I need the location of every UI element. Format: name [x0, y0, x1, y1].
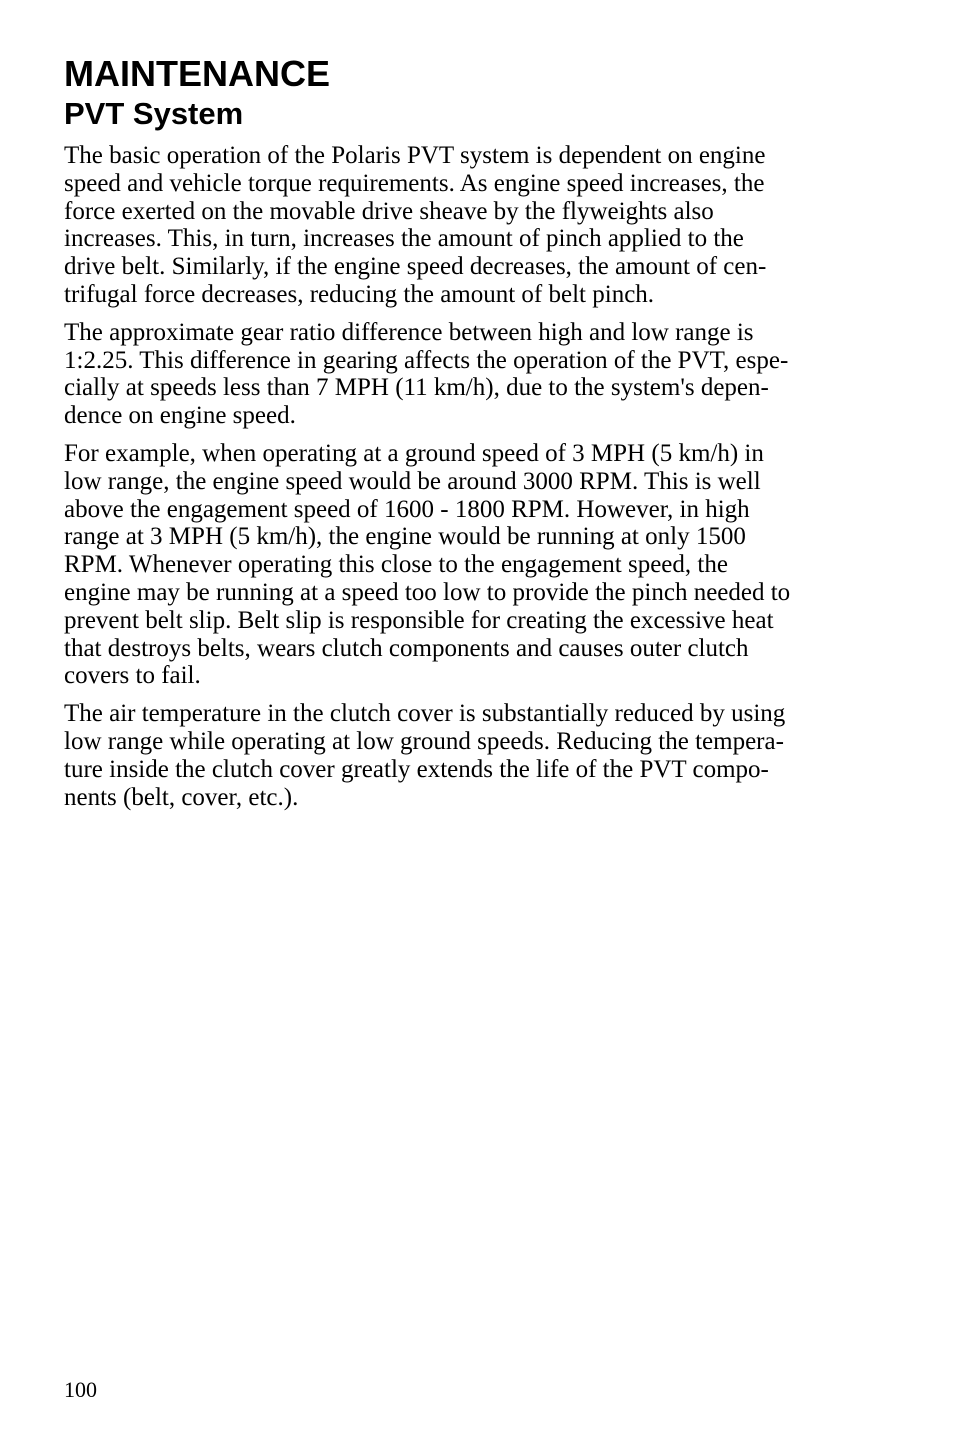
paragraph-belt-slip-example: For example, when operating at a ground speed of 3 MPH (5 km/h) in low range, the engine speed would be around 3000 RPM. This is well above the engagement speed of 1600 - 1800 RPM. However, in high range at 3 MPH (5 km/h), the engine would be running at only 1500 RPM. Whenever operating this close to the engagement speed, the engine may be running at a speed too low to provide the pinch needed to prevent belt slip. Belt slip is responsible for creating the excessive heat that destroys belts, wears clutch components and causes outer clutch covers to fail. [64, 439, 791, 690]
section-title: MAINTENANCE [64, 53, 330, 94]
paragraph-gear-ratio: The approximate gear ratio difference between high and low range is 1:2.25. This difference in gearing affects the operation of the PVT, espe- cially at speeds less than 7 MPH (11 km/h), due to the system's depen- dence on engine speed. [64, 318, 789, 430]
paragraph-clutch-temperature: The air temperature in the clutch cover is substantially reduced by using low range while operating at low ground speeds. Reducing the tempera- ture inside the clutch cover greatly extends the life of the PVT compo- nents (belt, cover, etc.). [64, 700, 786, 811]
page-content [64, 52, 864, 821]
paragraph-pvt-operation: The basic operation of the Polaris PVT system is dependent on engine speed and vehicle torque requirements. As engine speed increases, the force exerted on the movable drive sheave by the flyweights also increases. This, in turn, increases the amount of pinch applied to the drive belt. Similarly, if the engine speed decreases, the amount of cen- trifugal force decreases, reducing the amount of belt pinch. [64, 142, 767, 308]
subsection-title: PVT System [64, 96, 244, 131]
page-number: 100 [64, 1377, 97, 1402]
